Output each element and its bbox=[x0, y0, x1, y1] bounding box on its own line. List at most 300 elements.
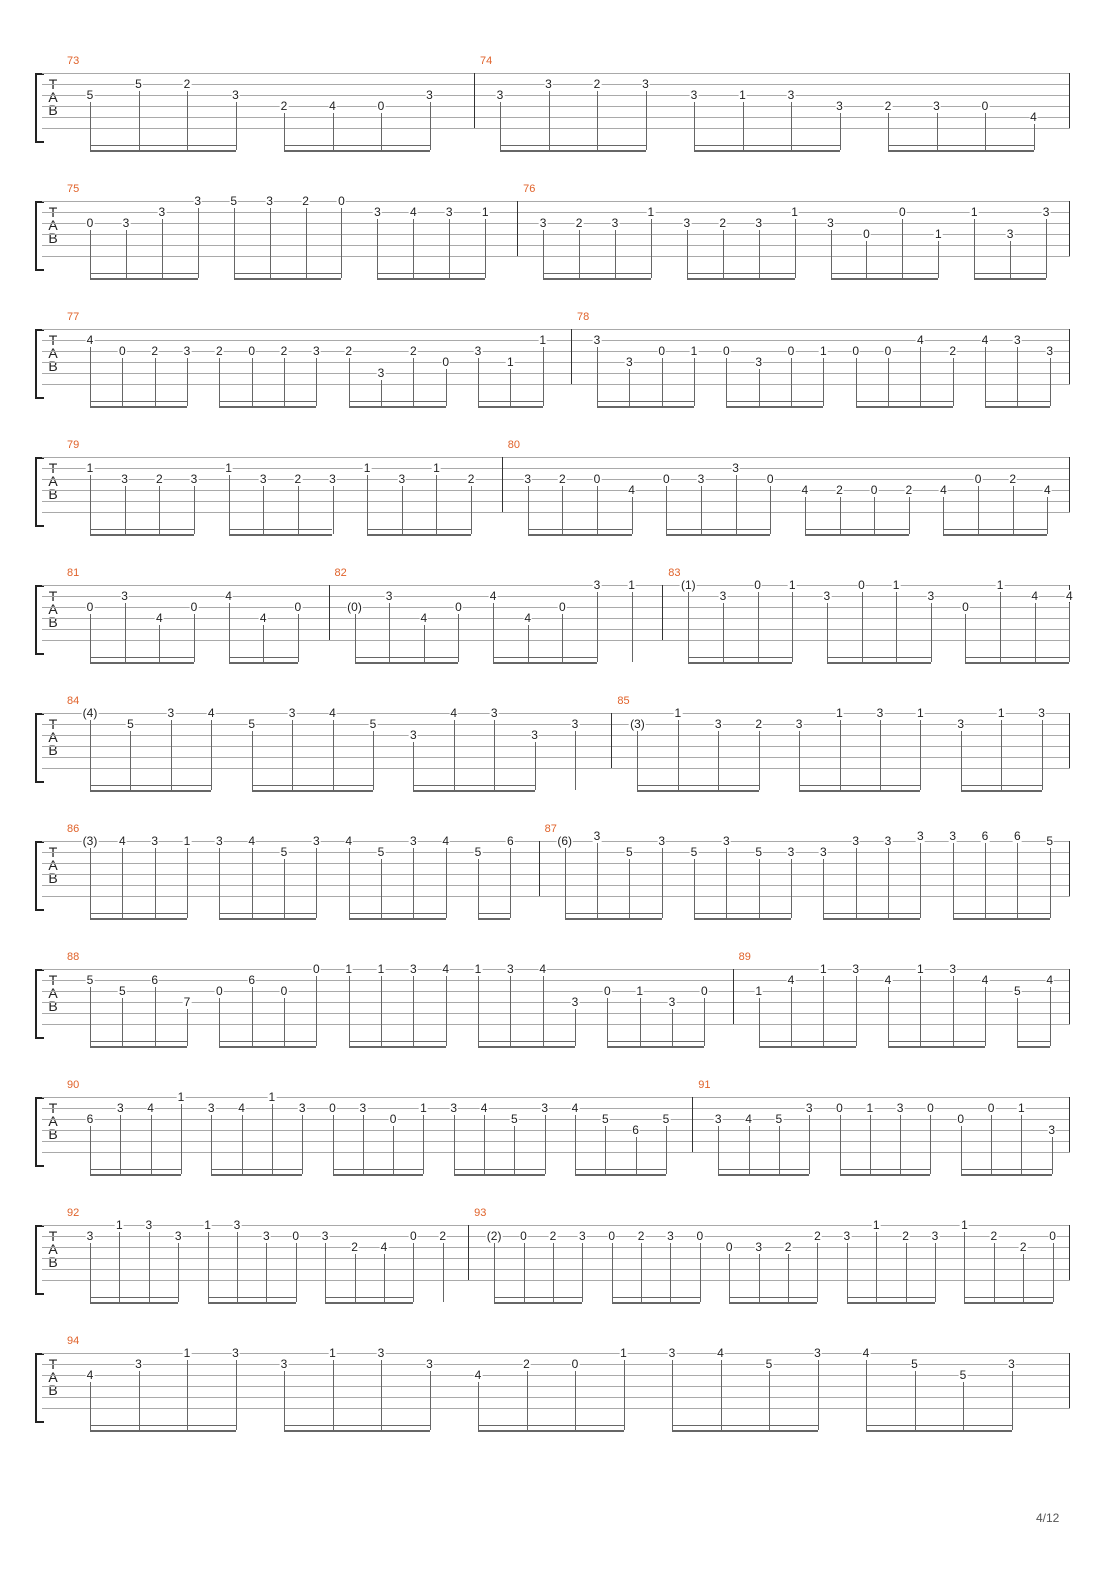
fret-number: 5 bbox=[369, 717, 377, 731]
fret-number: 3 bbox=[836, 99, 843, 113]
note-beam bbox=[799, 785, 920, 786]
tab-clef-letter: A bbox=[48, 1241, 58, 1257]
note-stem bbox=[454, 720, 455, 790]
string-line bbox=[42, 1097, 1070, 1098]
fret-number: 3 bbox=[539, 216, 547, 230]
fret-number: 0 bbox=[836, 1101, 843, 1115]
note-stem bbox=[484, 1115, 485, 1174]
fret-number: 3 bbox=[876, 706, 884, 720]
note-stem bbox=[795, 219, 796, 278]
fret-number: 5 bbox=[1013, 984, 1021, 998]
fret-number: 1 bbox=[268, 1090, 276, 1104]
note-beam bbox=[805, 529, 909, 530]
note-beam bbox=[799, 790, 920, 792]
note-beam bbox=[349, 918, 446, 920]
note-stem bbox=[155, 987, 156, 1046]
string-line bbox=[42, 1024, 1070, 1025]
note-stem bbox=[963, 1382, 964, 1430]
fret-number: 1 bbox=[433, 461, 440, 475]
note-stem bbox=[139, 1371, 140, 1430]
fret-number: 0 bbox=[215, 984, 223, 998]
note-stem bbox=[831, 230, 832, 278]
fret-number: 1 bbox=[872, 1218, 880, 1232]
note-stem bbox=[449, 219, 450, 278]
fret-number: 0 bbox=[974, 472, 982, 486]
note-beam bbox=[90, 662, 194, 664]
fret-number: 3 bbox=[823, 589, 831, 603]
note-stem bbox=[471, 486, 472, 534]
measure-barline bbox=[468, 1225, 469, 1280]
note-beam bbox=[478, 401, 543, 402]
note-stem bbox=[159, 486, 160, 534]
string-line bbox=[42, 117, 1070, 118]
fret-number: 3 bbox=[545, 77, 552, 91]
fret-number: 3 bbox=[541, 1101, 549, 1115]
note-stem bbox=[446, 848, 447, 918]
note-stem bbox=[528, 486, 529, 534]
fret-number: 5 bbox=[511, 1112, 518, 1126]
fret-number: 4 bbox=[1031, 589, 1039, 603]
fret-number: 3 bbox=[151, 834, 158, 848]
string-line bbox=[42, 1002, 1070, 1003]
final-barline bbox=[1069, 457, 1070, 512]
tab-clef-letter: T bbox=[48, 1356, 58, 1372]
note-stem bbox=[181, 1104, 182, 1174]
fret-number: 3 bbox=[474, 344, 482, 358]
note-stem bbox=[726, 358, 727, 406]
note-beam bbox=[694, 150, 840, 152]
note-beam bbox=[90, 406, 187, 408]
note-stem bbox=[840, 720, 841, 790]
fret-number: 2 bbox=[523, 1357, 530, 1371]
fret-number: 3 bbox=[174, 1229, 182, 1243]
string-line bbox=[42, 1225, 1070, 1226]
note-beam bbox=[377, 273, 485, 274]
fret-number: 0 bbox=[377, 99, 385, 113]
tab-clef-letter: B bbox=[48, 998, 58, 1014]
note-stem bbox=[792, 592, 793, 662]
note-stem bbox=[1069, 603, 1070, 662]
measure-number: 88 bbox=[67, 951, 80, 963]
measure-barline bbox=[571, 329, 572, 384]
fret-number: 3 bbox=[755, 1240, 762, 1254]
note-stem bbox=[856, 848, 857, 918]
note-stem bbox=[316, 976, 317, 1046]
fret-number: 0 bbox=[870, 483, 878, 497]
note-beam bbox=[672, 1430, 818, 1432]
fret-number: 3 bbox=[1042, 205, 1050, 219]
fret-number: 3 bbox=[135, 1357, 142, 1371]
fret-number: 2 bbox=[280, 99, 288, 113]
note-beam bbox=[965, 657, 1069, 658]
string-line bbox=[42, 1397, 1070, 1398]
note-stem bbox=[670, 1243, 671, 1302]
measure-number: 77 bbox=[67, 311, 80, 323]
note-stem bbox=[263, 486, 264, 534]
note-beam bbox=[694, 918, 791, 920]
measure-number: 94 bbox=[67, 1335, 80, 1347]
string-line bbox=[42, 73, 1070, 74]
fret-number: 4 bbox=[380, 1240, 388, 1254]
tab-clef-letter: B bbox=[48, 1126, 58, 1142]
note-stem bbox=[823, 976, 824, 1046]
tab-system bbox=[0, 1079, 1110, 1207]
note-stem bbox=[612, 1243, 613, 1302]
note-stem bbox=[888, 358, 889, 406]
fret-number: 0 bbox=[190, 600, 198, 614]
note-stem bbox=[994, 1243, 995, 1302]
fret-number: 1 bbox=[916, 962, 924, 976]
note-beam bbox=[888, 150, 1034, 152]
string-line bbox=[42, 128, 1070, 129]
fret-number: 1 bbox=[866, 1101, 874, 1115]
note-stem bbox=[349, 976, 350, 1046]
note-stem bbox=[856, 358, 857, 406]
note-beam bbox=[961, 1174, 1052, 1176]
note-stem bbox=[823, 358, 824, 406]
note-stem bbox=[906, 1243, 907, 1302]
note-stem bbox=[978, 486, 979, 534]
note-beam bbox=[943, 534, 1047, 536]
fret-number: 3 bbox=[232, 1346, 239, 1360]
fret-number: 3 bbox=[1038, 706, 1045, 720]
string-line bbox=[42, 512, 1070, 513]
fret-number: 3 bbox=[593, 578, 601, 592]
fret-number: 4 bbox=[420, 611, 428, 625]
note-beam bbox=[856, 401, 953, 402]
string-line bbox=[42, 885, 1070, 886]
note-stem bbox=[637, 731, 638, 790]
note-stem bbox=[641, 1243, 642, 1302]
note-beam bbox=[229, 534, 333, 536]
note-beam bbox=[759, 1046, 856, 1048]
note-stem bbox=[234, 208, 235, 278]
fret-number: 4 bbox=[86, 333, 94, 347]
note-stem bbox=[363, 1115, 364, 1174]
note-beam bbox=[694, 913, 791, 914]
note-stem bbox=[187, 848, 188, 918]
fret-number: 3 bbox=[611, 216, 619, 230]
tab-clef-letter: A bbox=[48, 857, 58, 873]
string-line bbox=[42, 1353, 1070, 1354]
note-stem bbox=[575, 731, 576, 790]
note-stem bbox=[413, 358, 414, 406]
note-beam bbox=[866, 1425, 1012, 1426]
fret-number: 0 bbox=[389, 1112, 397, 1126]
measure-number: 84 bbox=[67, 695, 80, 707]
fret-number: 3 bbox=[86, 1229, 94, 1243]
note-stem bbox=[413, 742, 414, 790]
fret-number: 2 bbox=[294, 472, 302, 486]
note-stem bbox=[266, 1243, 267, 1302]
note-stem bbox=[662, 358, 663, 406]
fret-number: 2 bbox=[155, 472, 163, 486]
fret-number: 3 bbox=[145, 1218, 153, 1232]
note-beam bbox=[219, 406, 316, 408]
fret-number: 3 bbox=[949, 829, 956, 843]
fret-number: 0 bbox=[863, 227, 870, 241]
note-stem bbox=[788, 1254, 789, 1302]
note-stem bbox=[120, 1115, 121, 1174]
note-beam bbox=[823, 918, 920, 920]
fret-number: 4 bbox=[1030, 110, 1037, 124]
note-beam bbox=[367, 534, 471, 536]
measure-barline bbox=[474, 73, 475, 128]
note-stem bbox=[446, 369, 447, 406]
note-stem bbox=[615, 230, 616, 278]
fret-number: 4 bbox=[409, 205, 417, 219]
fret-number: 3 bbox=[927, 589, 935, 603]
note-stem bbox=[493, 603, 494, 662]
note-stem bbox=[694, 358, 695, 406]
string-line bbox=[42, 234, 1070, 235]
note-beam bbox=[90, 145, 236, 146]
note-stem bbox=[149, 1232, 150, 1302]
fret-number: (1) bbox=[680, 578, 696, 592]
note-beam bbox=[219, 401, 316, 402]
tab-clef-letter: A bbox=[48, 345, 58, 361]
fret-number: 3 bbox=[116, 1101, 124, 1115]
note-stem bbox=[413, 976, 414, 1046]
fret-number: 1 bbox=[892, 578, 900, 592]
note-stem bbox=[543, 230, 544, 278]
note-stem bbox=[478, 976, 479, 1046]
tab-clef-letter: B bbox=[48, 486, 58, 502]
tab-clef-letter: B bbox=[48, 614, 58, 630]
note-stem bbox=[325, 1243, 326, 1302]
note-beam bbox=[90, 657, 194, 658]
note-beam bbox=[90, 1297, 178, 1298]
tab-clef-letter: B bbox=[48, 230, 58, 246]
note-beam bbox=[974, 278, 1046, 280]
note-beam bbox=[528, 529, 632, 530]
note-stem bbox=[454, 1115, 455, 1174]
string-line bbox=[42, 1386, 1070, 1387]
fret-number: 3 bbox=[578, 1229, 586, 1243]
note-beam bbox=[985, 401, 1050, 402]
string-line bbox=[42, 746, 1070, 747]
note-beam bbox=[866, 1430, 1012, 1432]
fret-number: 5 bbox=[1046, 834, 1053, 848]
note-beam bbox=[478, 1041, 575, 1042]
fret-number: 2 bbox=[351, 1240, 358, 1254]
note-beam bbox=[413, 785, 534, 786]
note-stem bbox=[139, 91, 140, 150]
note-stem bbox=[1053, 1243, 1054, 1302]
fret-number: 1 bbox=[481, 205, 489, 219]
note-stem bbox=[413, 1243, 414, 1302]
fret-number: 3 bbox=[667, 1229, 674, 1243]
note-beam bbox=[847, 1297, 935, 1298]
measure-number: 82 bbox=[334, 567, 347, 579]
note-beam bbox=[718, 1174, 809, 1176]
note-stem bbox=[632, 497, 633, 534]
fret-number: 3 bbox=[819, 845, 827, 859]
fret-number: 6 bbox=[86, 1112, 94, 1126]
fret-number: 4 bbox=[259, 611, 267, 625]
note-beam bbox=[90, 913, 187, 914]
note-stem bbox=[208, 1232, 209, 1302]
fret-number: 1 bbox=[116, 1218, 123, 1232]
fret-number: 3 bbox=[259, 472, 267, 486]
note-stem bbox=[1046, 219, 1047, 278]
fret-number: 3 bbox=[280, 1357, 288, 1371]
note-stem bbox=[252, 731, 253, 790]
fret-number: 4 bbox=[981, 333, 989, 347]
fret-number: 3 bbox=[957, 717, 965, 731]
note-beam bbox=[888, 1046, 985, 1048]
string-line bbox=[42, 852, 1070, 853]
fret-number: 2 bbox=[814, 1229, 821, 1243]
note-stem bbox=[920, 976, 921, 1046]
measure-number: 73 bbox=[67, 55, 80, 67]
string-line bbox=[42, 618, 1070, 619]
fret-number: 3 bbox=[359, 1101, 367, 1115]
note-stem bbox=[791, 358, 792, 406]
measure-number: 83 bbox=[668, 567, 681, 579]
fret-number: 4 bbox=[787, 973, 795, 987]
fret-number: 0 bbox=[957, 1112, 965, 1126]
note-beam bbox=[229, 657, 298, 658]
note-beam bbox=[759, 1041, 856, 1042]
note-beam bbox=[349, 913, 446, 914]
string-line bbox=[42, 585, 1070, 586]
string-line bbox=[42, 245, 1070, 246]
note-beam bbox=[325, 1302, 413, 1304]
fret-number: 1 bbox=[420, 1101, 427, 1115]
note-stem bbox=[721, 1360, 722, 1430]
note-stem bbox=[478, 859, 479, 918]
fret-number: 2 bbox=[302, 194, 309, 208]
string-line bbox=[42, 457, 1070, 458]
string-line bbox=[42, 373, 1070, 374]
note-stem bbox=[1050, 848, 1051, 918]
note-stem bbox=[236, 1360, 237, 1430]
fret-number: 3 bbox=[642, 77, 649, 91]
string-line bbox=[42, 1152, 1070, 1153]
fret-number: 5 bbox=[601, 1112, 609, 1126]
fret-number: 0 bbox=[700, 984, 708, 998]
fret-number: 1 bbox=[819, 962, 827, 976]
final-barline bbox=[1069, 1353, 1070, 1408]
string-line bbox=[42, 490, 1070, 491]
note-beam bbox=[90, 1169, 181, 1170]
fret-number: 3 bbox=[329, 472, 336, 486]
note-stem bbox=[1050, 358, 1051, 406]
note-stem bbox=[964, 1232, 965, 1302]
note-stem bbox=[736, 475, 737, 534]
fret-number: 0 bbox=[981, 99, 989, 113]
note-stem bbox=[500, 102, 501, 150]
note-beam bbox=[827, 657, 931, 658]
fret-number: 0 bbox=[329, 1101, 336, 1115]
fret-number: 3 bbox=[490, 706, 498, 720]
note-stem bbox=[333, 1115, 334, 1174]
note-beam bbox=[90, 1430, 236, 1432]
fret-number: 3 bbox=[916, 829, 924, 843]
note-stem bbox=[758, 592, 759, 662]
fret-number: 2 bbox=[575, 216, 583, 230]
page-number: 4/12 bbox=[1036, 1511, 1060, 1525]
note-stem bbox=[575, 1371, 576, 1430]
note-stem bbox=[1047, 497, 1048, 534]
note-stem bbox=[381, 380, 382, 406]
fret-number: 2 bbox=[439, 1229, 447, 1243]
fret-number: 0 bbox=[852, 344, 859, 358]
string-line bbox=[42, 1130, 1070, 1131]
string-line bbox=[42, 1247, 1070, 1248]
note-stem bbox=[316, 358, 317, 406]
string-line bbox=[42, 640, 1070, 641]
note-beam bbox=[478, 1430, 624, 1432]
fret-number: 3 bbox=[714, 1112, 722, 1126]
fret-number: 5 bbox=[755, 845, 762, 859]
tab-clef-letter: A bbox=[48, 601, 58, 617]
fret-number: 0 bbox=[338, 194, 345, 208]
fret-number: 3 bbox=[931, 1229, 939, 1243]
fret-number: 1 bbox=[183, 1346, 191, 1360]
note-stem bbox=[494, 1243, 495, 1302]
note-stem bbox=[779, 1126, 780, 1174]
note-beam bbox=[325, 1297, 413, 1298]
fret-number: 3 bbox=[658, 834, 665, 848]
note-beam bbox=[831, 273, 939, 274]
tab-system bbox=[0, 823, 1110, 951]
note-stem bbox=[597, 91, 598, 150]
note-stem bbox=[236, 102, 237, 150]
fret-number: 3 bbox=[312, 834, 320, 848]
fret-number: 3 bbox=[312, 344, 320, 358]
tab-system bbox=[0, 1335, 1110, 1463]
note-beam bbox=[229, 662, 298, 664]
note-stem bbox=[543, 347, 544, 406]
fret-number: 3 bbox=[232, 88, 239, 102]
note-beam bbox=[90, 273, 198, 274]
fret-number: 3 bbox=[398, 472, 406, 486]
fret-number: 4 bbox=[571, 1101, 579, 1115]
note-stem bbox=[284, 859, 285, 918]
note-stem bbox=[1035, 603, 1036, 662]
note-stem bbox=[242, 1115, 243, 1174]
fret-number: 3 bbox=[571, 717, 579, 731]
fret-number: 4 bbox=[225, 589, 232, 603]
note-beam bbox=[943, 529, 1047, 530]
note-beam bbox=[888, 145, 1034, 146]
note-stem bbox=[90, 614, 91, 662]
fret-number: 0 bbox=[884, 344, 892, 358]
measure-number: 85 bbox=[617, 695, 630, 707]
note-stem bbox=[953, 358, 954, 406]
fret-number: 1 bbox=[363, 461, 371, 475]
fret-number: 0 bbox=[118, 344, 126, 358]
note-stem bbox=[219, 998, 220, 1046]
tab-clef-letter: B bbox=[48, 742, 58, 758]
note-stem bbox=[759, 859, 760, 918]
fret-number: 1 bbox=[177, 1090, 185, 1104]
note-beam bbox=[90, 529, 194, 530]
string-line bbox=[42, 1108, 1070, 1109]
fret-number: (4) bbox=[82, 706, 98, 720]
note-stem bbox=[119, 1232, 120, 1302]
fret-number: 4 bbox=[480, 1101, 488, 1115]
note-stem bbox=[229, 475, 230, 534]
note-stem bbox=[90, 347, 91, 406]
measure-number: 86 bbox=[67, 823, 80, 835]
note-stem bbox=[597, 347, 598, 406]
fret-number: 5 bbox=[280, 845, 288, 859]
note-beam bbox=[985, 406, 1050, 408]
fret-number: 4 bbox=[940, 483, 947, 497]
